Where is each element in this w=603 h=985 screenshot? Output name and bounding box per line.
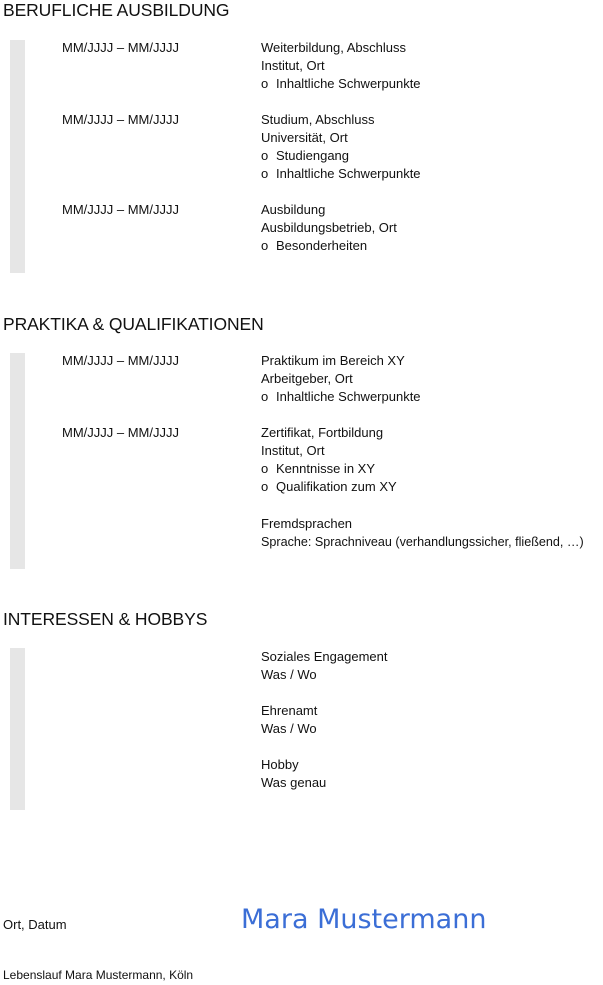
page-footer: Lebenslauf Mara Mustermann, Köln <box>3 968 194 982</box>
languages-title: Fremdsprachen <box>261 516 353 531</box>
signature-name: Mara Mustermann <box>241 904 487 935</box>
languages-block <box>261 515 584 551</box>
interest-title: Hobby <box>261 757 299 772</box>
place-date-label: Ort, Datum <box>3 917 67 932</box>
entry-line: Ausbildung <box>261 202 326 217</box>
section-title-qualifications: PRAKTIKA & QUALIFIKATIONEN <box>3 314 264 334</box>
interest-title: Soziales Engagement <box>261 649 388 664</box>
entry-date: MM/JJJJ – MM/JJJJ <box>62 425 179 440</box>
entry-line: Institut, Ort <box>261 58 325 73</box>
section-bar-education <box>10 40 25 273</box>
languages-detail: Sprache: Sprachniveau (verhandlungssicher, fließend, …) <box>261 535 584 549</box>
bullet-icon: o <box>261 238 269 253</box>
entry-details <box>261 352 421 406</box>
entry-details <box>261 424 397 496</box>
entry-date: MM/JJJJ – MM/JJJJ <box>62 202 179 217</box>
interest-detail: Was / Wo <box>261 721 317 736</box>
entry-line: Weiterbildung, Abschluss <box>261 40 407 55</box>
interest-item <box>261 648 387 684</box>
interest-detail: Was / Wo <box>261 667 317 682</box>
entry-bullet: o Inhaltliche Schwerpunkte <box>261 389 421 404</box>
section-bar-qualifications <box>10 353 25 569</box>
bullet-icon: o <box>261 461 269 476</box>
entry-date: MM/JJJJ – MM/JJJJ <box>62 112 179 127</box>
bullet-icon: o <box>261 166 269 181</box>
entry-details <box>261 39 421 93</box>
entry-date: MM/JJJJ – MM/JJJJ <box>62 353 179 368</box>
bullet-icon: o <box>261 76 269 91</box>
interest-item <box>261 702 317 738</box>
entry-date: MM/JJJJ – MM/JJJJ <box>62 40 179 55</box>
bullet-icon: o <box>261 389 269 404</box>
entry-details <box>261 111 421 183</box>
section-bar-interests <box>10 648 25 810</box>
entry-bullet: o Inhaltliche Schwerpunkte <box>261 76 421 91</box>
entry-line: Arbeitgeber, Ort <box>261 371 353 386</box>
bullet-icon: o <box>261 479 269 494</box>
interest-detail: Was genau <box>261 775 327 790</box>
bullet-icon: o <box>261 148 269 163</box>
entry-line: Ausbildungsbetrieb, Ort <box>261 220 397 235</box>
entry-bullet: o Qualifikation zum XY <box>261 479 397 494</box>
entry-bullet: o Inhaltliche Schwerpunkte <box>261 166 421 181</box>
entry-line: Institut, Ort <box>261 443 325 458</box>
entry-bullet: o Besonderheiten <box>261 238 368 253</box>
entry-line: Universität, Ort <box>261 130 348 145</box>
entry-line: Studium, Abschluss <box>261 112 375 127</box>
interest-title: Ehrenamt <box>261 703 318 718</box>
entry-bullet: o Kenntnisse in XY <box>261 461 376 476</box>
interest-item <box>261 756 326 792</box>
entry-line: Zertifikat, Fortbildung <box>261 425 384 440</box>
section-title-education: BERUFLICHE AUSBILDUNG <box>3 0 230 20</box>
entry-details <box>261 201 397 255</box>
entry-bullet: o Studiengang <box>261 148 350 163</box>
section-title-interests: INTERESSEN & HOBBYS <box>3 609 208 629</box>
entry-line: Praktikum im Bereich XY <box>261 353 405 368</box>
